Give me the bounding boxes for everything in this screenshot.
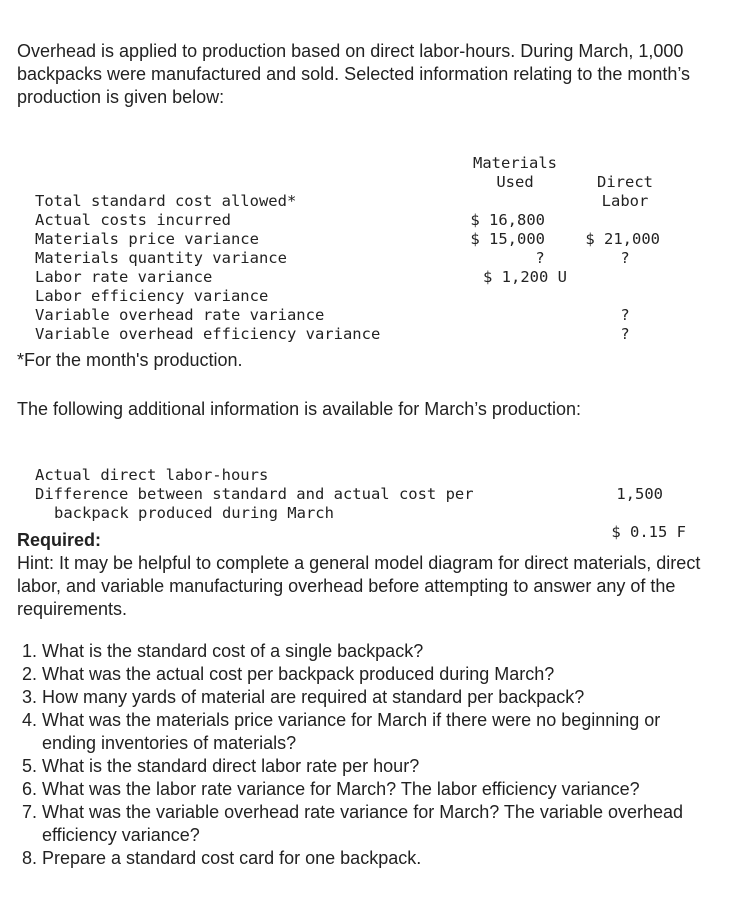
list-item: 1. What is the standard cost of a single backpack?: [42, 640, 702, 663]
intro-paragraph: Overhead is applied to production based on direct labor-hours. During March, 1,000 backpacks were manufactured and sold. Selected information relating to the month’s production is given below:: [17, 41, 691, 107]
labor-value: $ 21,000: [585, 230, 660, 248]
materials-value: $ 1,200 U: [483, 268, 567, 286]
materials-value: $ 15,000: [470, 230, 545, 248]
additional-label: Actual direct labor-hours: [35, 466, 269, 484]
additional-label: Difference between standard and actual cost per: [35, 485, 474, 503]
labor-value: ?: [620, 306, 630, 324]
hint-text: Hint: It may be helpful to complete a general model diagram for direct materials, direct labor, and variable manufacturing overhead before attempting to answer any of the requirements.: [17, 553, 701, 619]
list-item: 3. How many yards of material are required at standard per backpack?: [42, 686, 702, 709]
labor-value: ?: [620, 325, 630, 343]
materials-value: $ 16,800: [470, 211, 545, 229]
row-label: Variable overhead rate variance: [35, 306, 325, 324]
cost-table: [0, 0, 733, 343]
row-label: Variable overhead efficiency variance: [35, 325, 381, 343]
row-label: Materials price variance: [35, 230, 259, 248]
table-row: [0, 287, 733, 324]
list-item: 7. What was the variable overhead rate variance for March? The variable overhead efficiency variance?: [42, 801, 702, 847]
additional-label-continued: backpack produced during March: [54, 504, 334, 522]
question-list: [17, 640, 702, 870]
footnote: *For the month's production.: [17, 350, 243, 370]
materials-subheader: Used: [496, 173, 534, 191]
table-row: [0, 306, 733, 343]
materials-value: ?: [535, 249, 545, 267]
list-item: 8. Prepare a standard cost card for one backpack.: [42, 847, 702, 870]
materials-header: Materials: [473, 154, 557, 172]
row-label: Actual costs incurred: [35, 211, 231, 229]
list-item: 4. What was the materials price variance for March if there were no beginning or ending inventories of materials?: [42, 709, 702, 755]
additional-value: $ 0.15 F: [611, 523, 686, 541]
list-item: 6. What was the labor rate variance for March? The labor efficiency variance?: [42, 778, 702, 801]
row-label: Total standard cost allowed*: [35, 192, 297, 210]
row-label: Labor efficiency variance: [35, 287, 269, 305]
list-item: 5. What is the standard direct labor rate per hour?: [42, 755, 702, 778]
required-title: Required:: [17, 530, 102, 550]
list-item: 2. What was the actual cost per backpack produced during March?: [42, 663, 702, 686]
row-label: Materials quantity variance: [35, 249, 287, 267]
required-section: [17, 529, 707, 621]
additional-info-intro: The following additional information is available for March’s production:: [17, 399, 581, 419]
row-label: Labor rate variance: [35, 268, 213, 286]
labor-value: ?: [620, 249, 630, 267]
additional-value: 1,500: [616, 485, 663, 503]
labor-subheader: Labor: [601, 192, 649, 210]
labor-header: Direct: [597, 173, 653, 191]
